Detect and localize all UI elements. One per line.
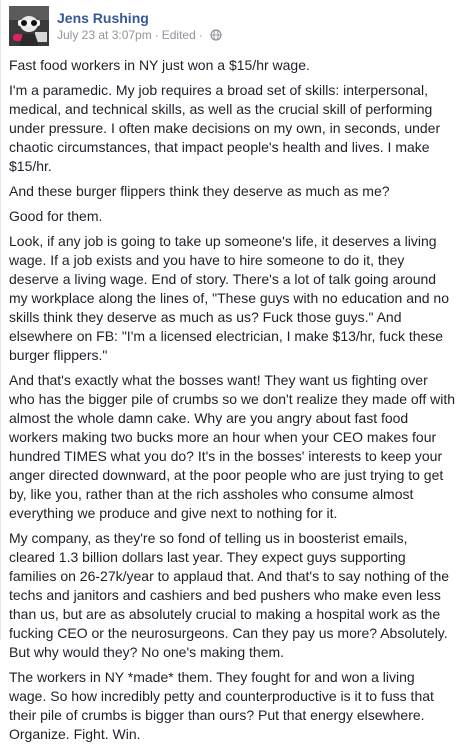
post-paragraph: Fast food workers in NY just won a $15/hr wage. [9,57,310,73]
avatar[interactable] [9,6,49,46]
author-name-link[interactable]: Jens Rushing [57,10,149,26]
post-paragraph: Good for them. [9,208,103,224]
post-timestamp-link[interactable]: July 23 at 3:07pm [57,28,152,42]
post-paragraph: Look, if any job is going to take up someone's life, it deserves a living wage. If a job exists and you have to hire someone to do it, they deserve a living wage. End of story. There's a lot of talk going around my workplace along the lines of, "These guys with no education and no skills think they deserve as much as us? Fuck those guys." And elsewhere on FB: "I'm a licensed electrician, I make $13/hr, fuck these burger flippers." [9,233,450,363]
meta-separator: · [154,28,159,42]
meta-separator: · [198,28,203,42]
post-paragraph: And these burger flippers think they deserve as much as me? [9,183,390,199]
post-paragraph: And that's exactly what the bosses want! They want us fighting over who has the bigger pile of crumbs so we don't realize they made off with almost the whole damn cake. Why are you angry about fast food workers making two bucks more an hour when your CEO makes four hundred TIMES what you do? It's in the bosses' interests to keep your anger directed downward, at the poor people who are just trying to get by, like you, rather than at the rich assholes who consume almost everything we produce and give next to nothing for it. [9,372,455,521]
edited-label[interactable]: Edited [161,28,196,42]
post-header [9,6,449,46]
post-paragraph: I'm a paramedic. My job requires a broad set of skills: interpersonal, medical, and technical skills, as well as the crucial skill of performing under pressure. I often make decisions on my own, in seconds, under chaotic circumstances, that impact people's health and lives. I make $15/hr. [9,82,441,174]
post-meta [57,28,222,42]
post-body [9,56,455,750]
post-paragraph: My company, as they're so fond of telling us in boosterist emails, cleared 1.3 billion dollars last year. They expect guys supporting families on 26-27k/year to applaud that. And that's to say nothing of the techs and janitors and cashiers and bed pushers who make even less than us, but are as absolutely crucial to making a hospital work as the fucking CEO or the neurosurgeons. Can they pay us more? Absolutely. But why would they? No one's making them. [9,530,450,660]
globe-icon[interactable] [210,29,222,41]
avatar-image [9,6,49,46]
post-paragraph: The workers in NY *made* them. They fought for and won a living wage. So how incredibly petty and counterproductive is it to fuss that their pile of crumbs is bigger than ours? Put that energy elsewhere. Organize. Fight. Win. [9,669,434,742]
